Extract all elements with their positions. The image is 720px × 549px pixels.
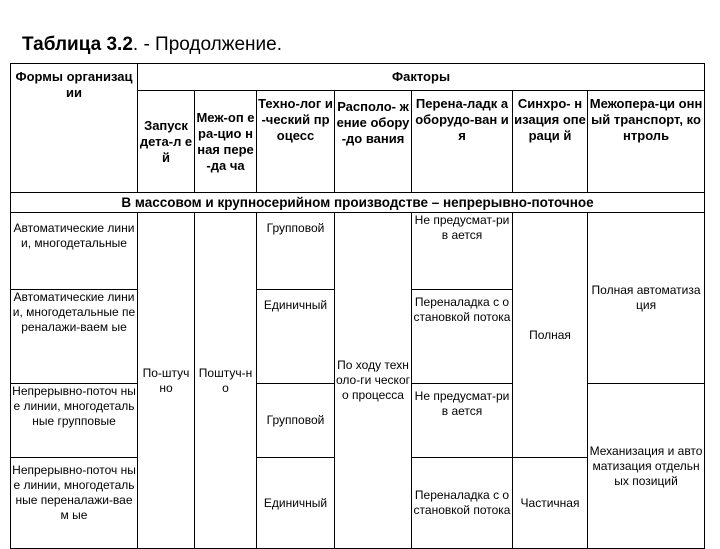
row-process: Групповой [257, 384, 335, 458]
row-form: Автоматические линии, многодетальные [11, 213, 138, 290]
row-changeover: Не предусмат-рив ается [412, 384, 513, 458]
header-factors: Факторы [138, 64, 705, 91]
table-number: Таблица 3.2 [22, 34, 133, 55]
cell-placement: По ходу техноло-ги ческого процесса [335, 213, 412, 549]
organization-table [10, 63, 705, 549]
header-col-changeover: Перена-ладк а оборудо-ван ия [412, 91, 513, 193]
row-process: Единичный [257, 290, 335, 384]
title-suffix: . - Продолжение. [132, 34, 282, 55]
header-col-transfer: Меж-оп ера-цио нная пере-да ча [195, 91, 257, 193]
row-process: Единичный [257, 458, 335, 549]
row-process: Групповой [257, 213, 335, 290]
row-changeover: Переналадка с остановкой потока [412, 458, 513, 549]
header-col-launch: Запуск дета-л ей [138, 91, 195, 193]
header-forms: Формы организации [11, 64, 138, 193]
row-form: Непрерывно-поточ ные линии, многодетальные групповые [11, 384, 138, 458]
table-title [22, 34, 282, 56]
row-form: Непрерывно-поточ ные линии, многодетальные переналажи-ваем ые [11, 458, 138, 549]
section-title: В массовом и крупносерийном производстве – непрерывно-поточное [11, 193, 705, 213]
cell-launch: По-штуч но [138, 213, 195, 549]
row-changeover: Не предусмат-рив ается [412, 213, 513, 290]
header-col-transport: Межопера-ци онный транспорт, контроль [588, 91, 705, 193]
header-col-process: Техно-лог и-ческий процесс [257, 91, 335, 193]
cell-transport-full: Полная автоматизация [588, 213, 705, 384]
cell-transfer: Поштуч-н о [195, 213, 257, 549]
row-form: Автоматические линии, многодетальные переналажи-ваем ые [11, 290, 138, 384]
header-col-placement: Располо- жение обору-до вания [335, 91, 412, 193]
header-col-sync: Синхро- низация операци й [513, 91, 588, 193]
cell-sync-partial: Частичная [513, 458, 588, 549]
cell-sync-full: Полная [513, 213, 588, 458]
cell-transport-partial: Механизация и автоматизация отдельных позиций [588, 384, 705, 549]
row-changeover: Переналадка с остановкой потока [412, 290, 513, 384]
